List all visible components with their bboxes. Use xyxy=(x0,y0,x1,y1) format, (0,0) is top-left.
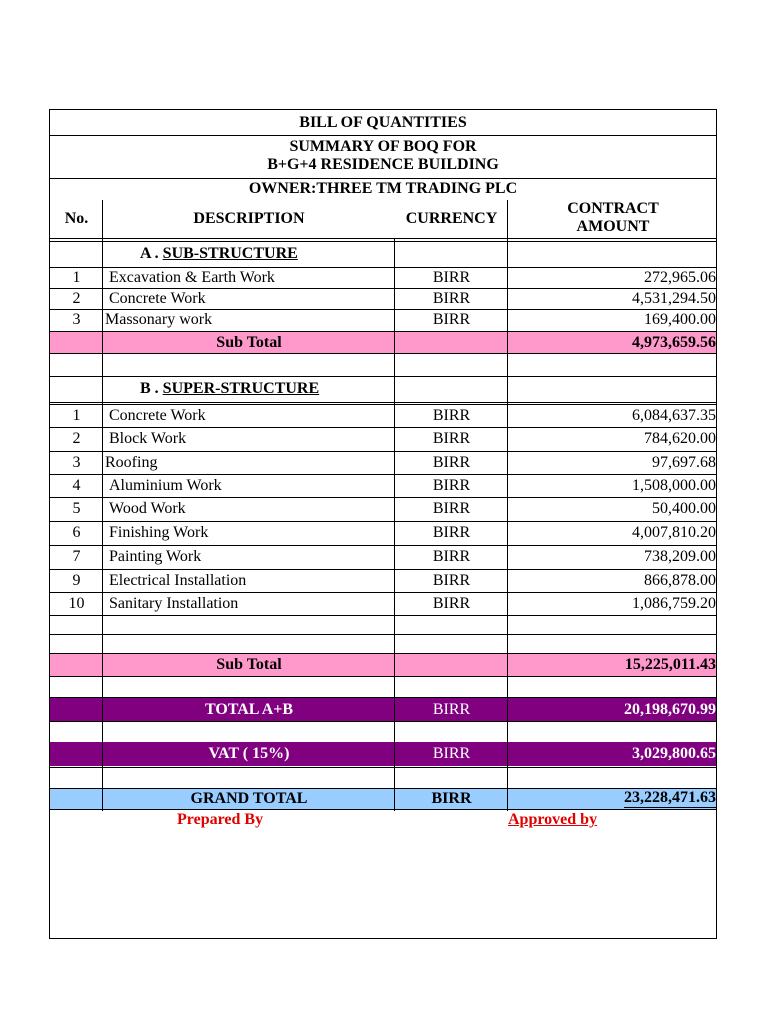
section-b-prefix: B . xyxy=(140,380,163,397)
table-row-description: Aluminium Work xyxy=(109,476,222,494)
table-row-no: 7 xyxy=(72,548,81,565)
vat-currency: BIRR xyxy=(432,745,471,762)
table-row-description: Roofing xyxy=(105,453,158,471)
table-row-amount: 738,209.00 xyxy=(644,548,716,565)
table-row-description: Wood Work xyxy=(109,500,186,517)
section-a-name: SUB-STRUCTURE xyxy=(162,245,298,262)
column-header-amount xyxy=(508,200,718,236)
table-row-no: 9 xyxy=(72,571,81,589)
subtotal-b-label: Sub Total xyxy=(216,656,282,673)
subtotal-a-label: Sub Total xyxy=(216,333,282,351)
table-row-currency: BIRR xyxy=(432,548,471,565)
summary-line-2: B+G+4 RESIDENCE BUILDING xyxy=(267,156,499,173)
table-row-description: Sanitary Installation xyxy=(109,594,239,612)
grand-total-value: 23,228,471.63 xyxy=(624,789,716,810)
approved-by-label: Approved by xyxy=(508,811,598,828)
table-row-no: 1 xyxy=(72,406,81,424)
table-row-currency: BIRR xyxy=(432,453,471,471)
table-row-amount: 50,400.00 xyxy=(652,500,716,517)
table-row-currency: BIRR xyxy=(432,524,471,541)
table-row-description: Massonary work xyxy=(105,310,213,328)
vat-amount: 3,029,800.65 xyxy=(632,745,716,762)
table-row-amount: 1,086,759.20 xyxy=(632,594,716,612)
section-b-title xyxy=(140,376,319,402)
table-row-no: 2 xyxy=(72,430,81,447)
grand-total-amount xyxy=(508,788,718,810)
table-row-amount: 784,620.00 xyxy=(644,430,716,447)
table-row-description: Block Work xyxy=(109,430,187,447)
table-row-currency: BIRR xyxy=(432,406,471,424)
section-a-prefix: A . xyxy=(140,245,163,262)
boq-sheet xyxy=(49,109,717,939)
table-row-amount: 97,697.68 xyxy=(652,453,716,471)
table-row-amount: 866,878.00 xyxy=(644,571,716,589)
table-row-amount: 4,007,810.20 xyxy=(632,524,716,541)
table-row-description: Electrical Installation xyxy=(109,571,247,589)
table-row-currency: BIRR xyxy=(432,268,471,286)
table-row-description: Finishing Work xyxy=(109,524,209,541)
table-row-no: 6 xyxy=(72,524,81,541)
table-row-amount: 6,084,637.35 xyxy=(632,406,716,424)
column-header-description: DESCRIPTION xyxy=(193,210,305,227)
table-row-currency: BIRR xyxy=(432,500,471,517)
table-row-no: 3 xyxy=(72,453,81,471)
section-b-name: SUPER-STRUCTURE xyxy=(162,380,320,397)
owner-line: OWNER:THREE TM TRADING PLC xyxy=(248,180,518,197)
table-row-description: Concrete Work xyxy=(109,289,206,307)
column-header-currency: CURRENCY xyxy=(405,210,498,227)
document-title: BILL OF QUANTITIES xyxy=(299,114,467,131)
table-row-currency: BIRR xyxy=(432,594,471,612)
subtotal-a-amount: 4,973,659.56 xyxy=(632,333,716,351)
grand-total-label: GRAND TOTAL xyxy=(190,790,308,807)
grand-total-currency: BIRR xyxy=(431,790,472,807)
summary-line-1: SUMMARY OF BOQ FOR xyxy=(289,138,477,155)
table-row-no: 4 xyxy=(72,476,81,494)
table-row-description: Excavation & Earth Work xyxy=(109,268,275,286)
subtotal-b-amount: 15,225,011.43 xyxy=(624,656,716,673)
table-row-amount: 272,965.06 xyxy=(644,268,716,286)
table-row-amount: 1,508,000.00 xyxy=(632,476,716,494)
total-label: TOTAL A+B xyxy=(204,700,294,718)
table-row-currency: BIRR xyxy=(432,289,471,307)
amount-header-line-1: CONTRACT xyxy=(567,200,659,217)
table-row-currency: BIRR xyxy=(432,571,471,589)
table-row-currency: BIRR xyxy=(432,310,471,328)
prepared-by-label: Prepared By xyxy=(177,811,264,828)
table-row-description: Painting Work xyxy=(109,548,202,565)
table-row-no: 1 xyxy=(72,268,81,286)
table-row-no: 5 xyxy=(72,500,81,517)
table-row-currency: BIRR xyxy=(432,430,471,447)
total-currency: BIRR xyxy=(432,700,471,718)
table-row-no: 10 xyxy=(68,594,85,612)
table-row-no: 2 xyxy=(72,289,81,307)
total-amount: 20,198,670.99 xyxy=(624,700,716,718)
vat-label: VAT ( 15%) xyxy=(208,745,290,762)
amount-header-line-2: AMOUNT xyxy=(576,218,650,235)
section-a-title xyxy=(140,241,298,267)
table-row-amount: 4,531,294.50 xyxy=(632,289,716,307)
table-row-no: 3 xyxy=(72,310,81,328)
column-header-no: No. xyxy=(64,210,89,227)
table-row-currency: BIRR xyxy=(432,476,471,494)
table-row-amount: 169,400.00 xyxy=(644,310,716,328)
table-row-description: Concrete Work xyxy=(109,406,206,424)
